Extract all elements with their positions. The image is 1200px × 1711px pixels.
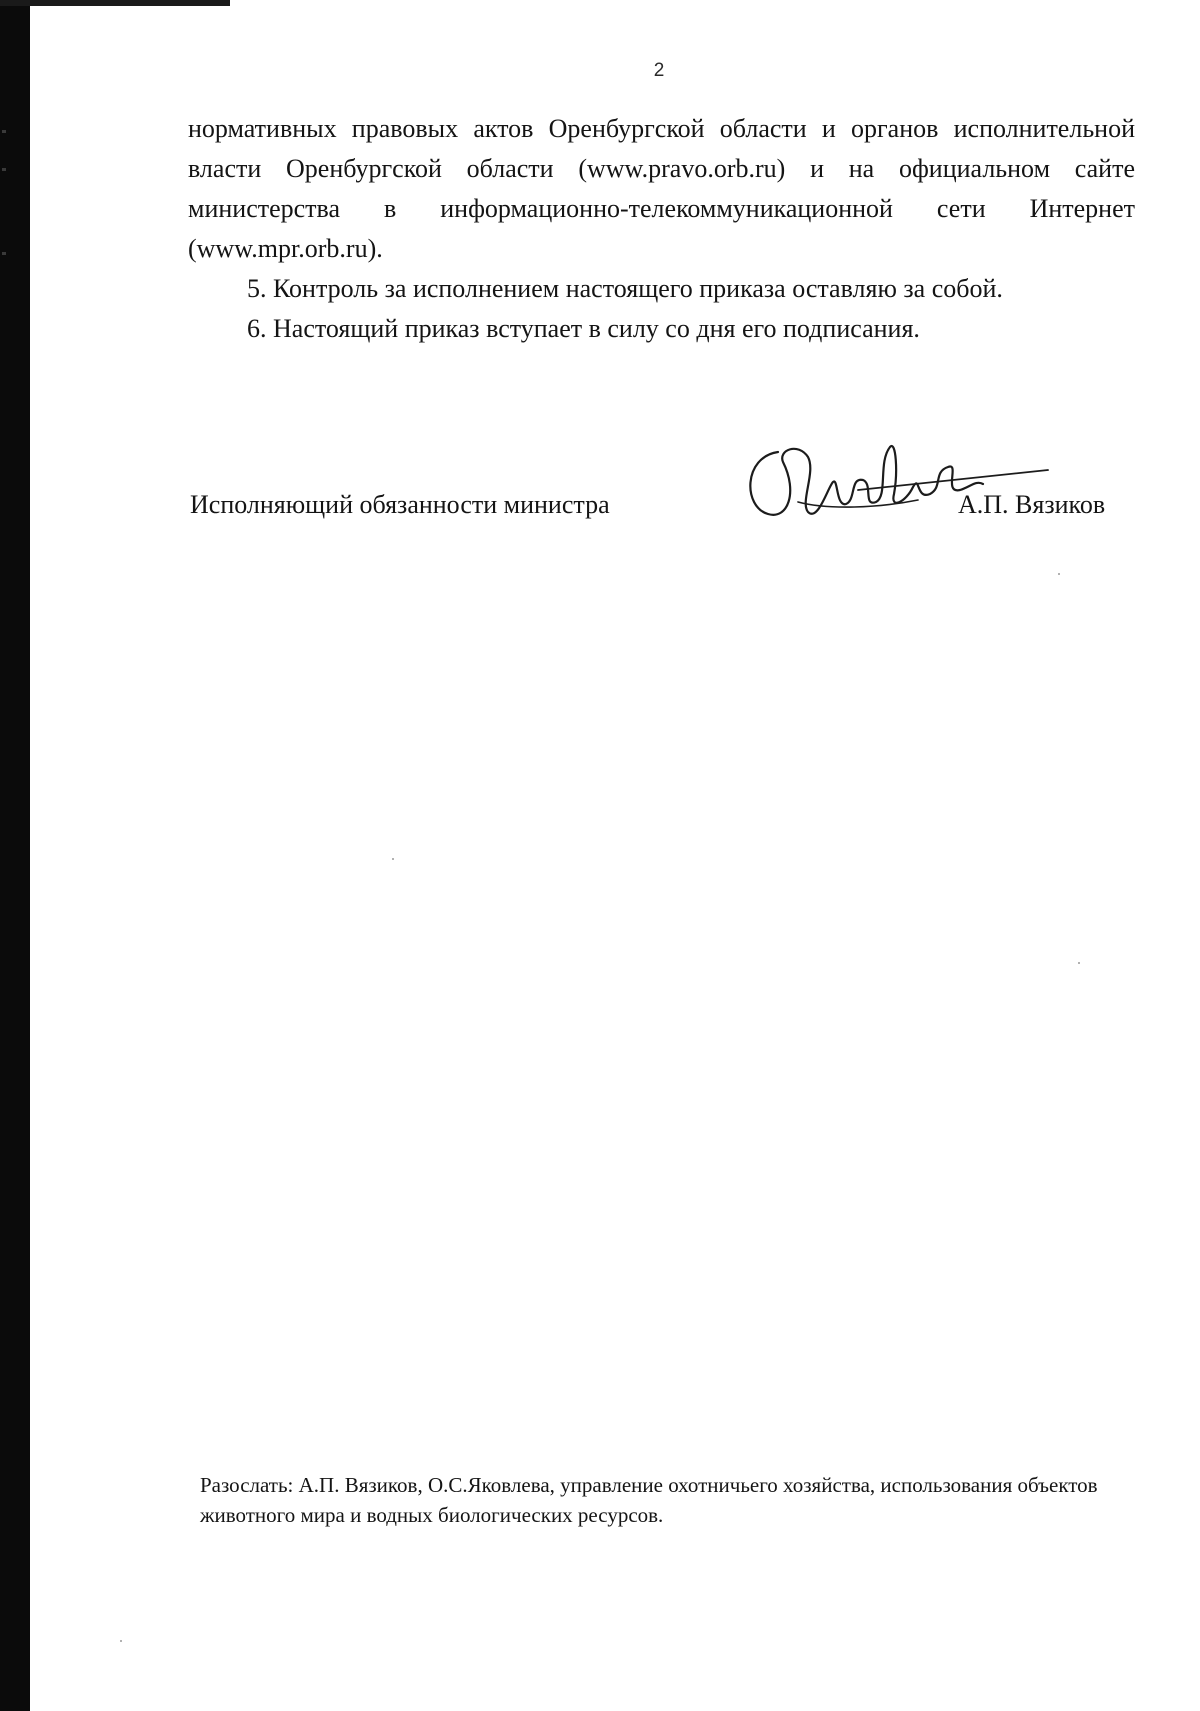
- paragraph-continuation: нормативных правовых актов Оренбургской области и органов исполнительной власти Оренбургской области (www.pravo.orb.ru) и на официальном сайте министерства в информационно-телекоммуникационной сети Интернет (www.mpr.orb.ru).: [188, 114, 1135, 263]
- scan-tick: [2, 252, 6, 255]
- paragraph-item-5: 5. Контроль за исполнением настоящего приказа оставляю за собой.: [247, 274, 1003, 303]
- scan-speck: [392, 858, 394, 860]
- scan-tick: [2, 130, 6, 133]
- scan-speck: [1078, 962, 1080, 964]
- distribution-list: Разослать: А.П. Вязиков, О.С.Яковлева, управление охотничьего хозяйства, использования объектов животного мира и водных биологических ресурсов.: [200, 1473, 1098, 1527]
- scan-tick: [2, 168, 6, 171]
- signatory-position: Исполняющий обязанности министра: [190, 490, 610, 519]
- signer-name: А.П. Вязиков: [958, 490, 1106, 519]
- paragraph-item-6: 6. Настоящий приказ вступает в силу со дня его подписания.: [247, 314, 920, 343]
- scan-speck: [1058, 573, 1060, 575]
- scan-speck: [120, 1640, 122, 1642]
- scan-edge-left: [0, 0, 30, 1711]
- body-text: [188, 109, 1135, 349]
- page-number: 2: [653, 60, 665, 81]
- scan-edge-top: [0, 0, 230, 6]
